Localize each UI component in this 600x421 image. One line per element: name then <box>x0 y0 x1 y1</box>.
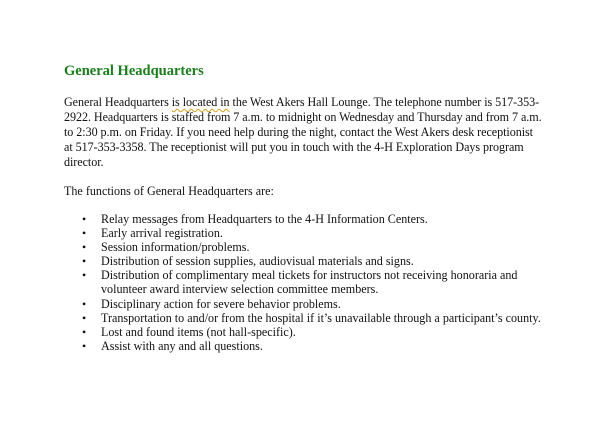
bullet-icon: • <box>82 268 87 283</box>
intro-paragraph <box>64 95 544 170</box>
list-item-text: Early arrival registration. <box>101 226 223 241</box>
intro-text-start: General Headquarters <box>64 95 172 109</box>
list-item <box>64 325 544 339</box>
list-item <box>64 297 544 311</box>
list-item-text: Distribution of complimentary meal tickets for instructors not receiving honoraria and volunteer award interview selection committee members. <box>101 268 518 297</box>
list-item-text: Disciplinary action for severe behavior problems. <box>101 296 341 311</box>
bullet-icon: • <box>82 226 87 241</box>
list-item <box>64 254 544 268</box>
bullet-icon: • <box>82 338 87 353</box>
section-heading: General Headquarters <box>64 63 204 79</box>
bullet-icon: • <box>82 212 87 226</box>
bullet-icon: • <box>82 254 87 269</box>
bullet-icon: • <box>82 310 87 325</box>
list-item-text: Distribution of session supplies, audiovisual materials and signs. <box>101 254 414 269</box>
spellcheck-flagged-phrase[interactable]: is located in <box>171 95 230 109</box>
list-item <box>64 240 544 254</box>
functions-list <box>64 212 544 353</box>
list-item <box>64 339 544 353</box>
bullet-icon: • <box>82 296 87 311</box>
bullet-icon: • <box>82 324 87 339</box>
list-item <box>64 226 544 240</box>
list-item-text: Lost and found items (not hall-specific). <box>101 324 296 339</box>
intro-text-end: the West Akers Hall Lounge. The telephone number is 517-353-2922. Headquarters is staffed from 7 a.m. to midnight on Wednesday and Thursday and from 7 a.m. to 2:30 p.m. on Friday. If you need help during the night, contact the West Akers desk receptionist at 517-353-3358. The receptionist will put you in touch with the 4-H Exploration Days program director. <box>64 95 542 169</box>
bullet-icon: • <box>82 240 87 255</box>
list-item <box>64 212 544 226</box>
list-item-text: Assist with any and all questions. <box>101 338 263 353</box>
list-item <box>64 311 544 325</box>
list-item-text: Relay messages from Headquarters to the 4-H Information Centers. <box>101 212 428 226</box>
list-item-text: Transportation to and/or from the hospital if it’s unavailable through a participant’s county. <box>101 310 541 325</box>
list-item <box>64 268 544 296</box>
list-item-text: Session information/problems. <box>101 240 250 255</box>
functions-intro: The functions of General Headquarters are: <box>64 184 274 198</box>
document-page <box>64 62 544 353</box>
